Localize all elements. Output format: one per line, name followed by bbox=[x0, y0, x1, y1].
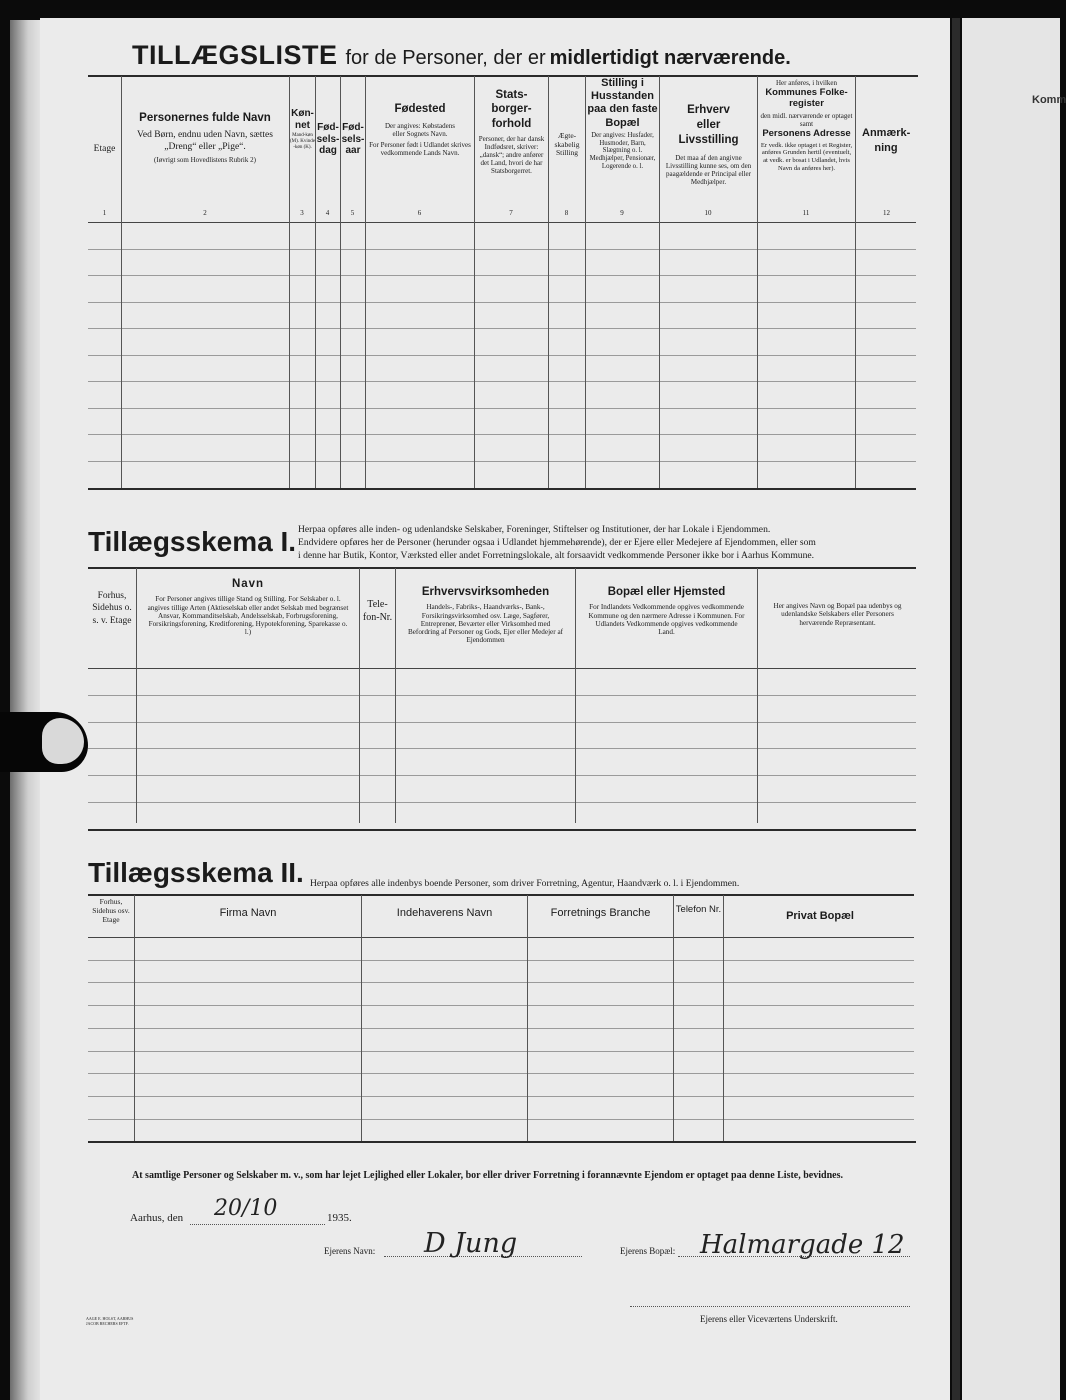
s1-col-name: Navn For Personer angives tillige Stand og Stilling. For Selskaber o. l. angives tillige Arten (Aktieselskab eller andet Selskab med begrænset Ansvar, Kommanditselskab, Andelsselskab, Forbrugsforening, Forsikringsforening, Kreditforening, Hypotekforening, Sparekasse o. l.) bbox=[147, 578, 349, 637]
col-birth-day: Fød-sels-dag bbox=[316, 122, 340, 156]
col-remarks: Anmærk-ning bbox=[862, 127, 911, 155]
s1-col-residence: Bopæl eller Hjemsted For Indlandets Vedkommende opgives vedkommende Kommune og den nærmere Adresse i Kommunen. For Udlandets Vedkommende opgives vedkommende Land. bbox=[588, 586, 745, 637]
owner-address-label: Ejerens Bopæl: bbox=[620, 1246, 676, 1256]
ruled-line bbox=[88, 275, 916, 276]
ruled-line bbox=[88, 381, 916, 382]
ruled-line bbox=[88, 408, 916, 409]
col-etage: Etage bbox=[93, 144, 116, 154]
thumb-nail bbox=[42, 718, 84, 764]
s2-col-owner: Indehaverens Navn bbox=[396, 907, 493, 919]
skema-2-title: Tillægsskema II. bbox=[88, 857, 304, 888]
handwritten-owner-name: D Jung bbox=[424, 1228, 518, 1259]
s1-col-representative: Her angives Navn og Bopæl paa udenbys og udenlandske Selskabers eller Personers herværende Repræsentant. bbox=[773, 602, 902, 627]
ruled-line bbox=[88, 802, 916, 803]
s2-col-private-address: Privat Bopæl bbox=[786, 910, 854, 922]
col-birth-year: Fød-sels-aar bbox=[341, 122, 365, 156]
main-title bbox=[132, 40, 791, 71]
col-occupation: Erhverv eller Livsstilling Det maa af den angivne Livsstilling kunne ses, om den paagældende er Principal eller Medhjælper. bbox=[665, 104, 752, 186]
col-citizenship: Stats-borger-forhold Personer, der har dansk Indfødsret, skriver: „dansk“; andre anfører det Land, hvori de har Statsborgerret. bbox=[478, 89, 545, 176]
s1-col-phone: Tele-fon-Nr. bbox=[362, 599, 393, 623]
ruled-line bbox=[88, 982, 914, 983]
s2-col-etage: Forhus, Sidehus osv. Etage bbox=[92, 897, 130, 924]
ruled-line bbox=[88, 960, 914, 961]
ruled-line bbox=[88, 328, 916, 329]
s2-col-phone: Telefon Nr. bbox=[675, 904, 722, 915]
ruled-line bbox=[88, 1005, 914, 1006]
ruled-line bbox=[88, 695, 916, 696]
col-marital-status: Ægte-skabelig Stilling bbox=[554, 131, 580, 158]
main-title-rest: for de Personer, der er bbox=[345, 47, 546, 69]
ruled-line bbox=[88, 775, 916, 776]
ruled-line bbox=[88, 1028, 914, 1029]
ruled-line bbox=[88, 1096, 914, 1097]
year: 1935. bbox=[327, 1212, 352, 1224]
ruled-line bbox=[88, 1073, 914, 1074]
printer-imprint: AAGE E. HOLST, AARHUS JACOB BECHERS EFTF. bbox=[86, 1316, 134, 1327]
ruled-line bbox=[88, 434, 916, 435]
ruled-line bbox=[88, 748, 916, 749]
binding-edge bbox=[10, 20, 40, 1400]
signature-label: Ejerens eller Viceværtens Underskrift. bbox=[700, 1314, 838, 1324]
main-title-word: TILLÆGSLISTE bbox=[132, 40, 338, 70]
ruled-line bbox=[88, 355, 916, 356]
s2-col-branch: Forretnings Branche bbox=[550, 907, 651, 919]
s1-col-business: Erhvervsvirksomheden Handels-, Fabriks-, Haandværks-, Bank-, Forsikringsvirksomhed osv. Læge, Sagfører, Entreprenør, Beværter eller Virksomhed med Befordring af Personer og Gods, Ejer eller Medejer af Ejendommen bbox=[407, 586, 564, 645]
ruled-line bbox=[88, 461, 916, 462]
form-page bbox=[40, 18, 950, 1400]
col-household-position: Stilling i Husstanden paa den faste Bopæl Der angives: Husfader, Husmoder, Barn, Slægtning o. l. Medhjælper, Pensionær, Logerende o. l. bbox=[587, 77, 658, 170]
col-full-name: Personernes fulde Navn Ved Børn, endnu uden Navn, sættes „Dreng“ eller „Pige“. (Iøvrigt som Hovedlistens Rubrik 2) bbox=[137, 112, 273, 164]
owner-name-label: Ejerens Navn: bbox=[324, 1246, 376, 1256]
s2-col-firm: Firma Navn bbox=[219, 907, 277, 919]
page-gutter bbox=[952, 18, 960, 1400]
col-registry-address: Her anføres, i hvilken Kommunes Folke-register den midl. nærværende er optaget samt Personens Adresse Er vedk. ikke optaget i et Register, anføres Grunden hertil (eventuelt, at vedk. er bosat i Udlandet, hvis Navn da anføres her). bbox=[760, 79, 853, 172]
facing-page bbox=[962, 18, 1066, 1400]
declaration: At samtlige Personer og Selskaber m. v., som har lejet Lejlighed eller Lokaler, bor eller driver Forretning i forannævnte Ejendom er optaget paa denne Liste, bevidnes. bbox=[132, 1170, 843, 1181]
ruled-line bbox=[88, 1119, 914, 1120]
ruled-line bbox=[88, 302, 916, 303]
city-label: Aarhus, den bbox=[130, 1212, 184, 1224]
skema-1-title: Tillægsskema I. bbox=[88, 526, 297, 557]
handwritten-date: 20/10 bbox=[214, 1196, 278, 1221]
facing-page-fragment: Komm bbox=[1032, 94, 1066, 106]
col-birthplace: Fødested Der angives: Købstadens eller Sognets Navn. For Personer født i Udlandet skrives vedkommende Lands Navn. bbox=[369, 103, 471, 158]
main-title-tail: midlertidigt nærværende. bbox=[549, 47, 791, 69]
col-gender: Køn-net Mand-køn (M). Kvinde-køn (K). bbox=[290, 108, 315, 150]
skema-1-description: Herpaa opføres alle inden- og udenlandske Selskaber, Foreninger, Stiftelser og Institutioner, der har Lokale i Ejendommen. Endvidere opføres her de Personer (herunder ogsaa i Udlandet hjemmehørende), der er Ejere eller Medejere af Ejendommen, eller som i denne har Butik, Kontor, Værksted eller andet Forretningslokale, alt forsaavidt vedkommende Personer ikke bor i Aarhus Kommune. bbox=[298, 524, 816, 561]
ruled-line bbox=[88, 1051, 914, 1052]
s1-col-etage: Forhus, Sidehus o. s. v. Etage bbox=[92, 591, 132, 626]
ruled-line bbox=[88, 722, 916, 723]
ruled-line bbox=[88, 249, 916, 250]
handwritten-owner-address: Halmargade 12 bbox=[700, 1230, 905, 1260]
skema-2-description: Herpaa opføres alle indenbys boende Personer, som driver Forretning, Agentur, Haandværk o. l. i Ejendommen. bbox=[310, 878, 740, 889]
